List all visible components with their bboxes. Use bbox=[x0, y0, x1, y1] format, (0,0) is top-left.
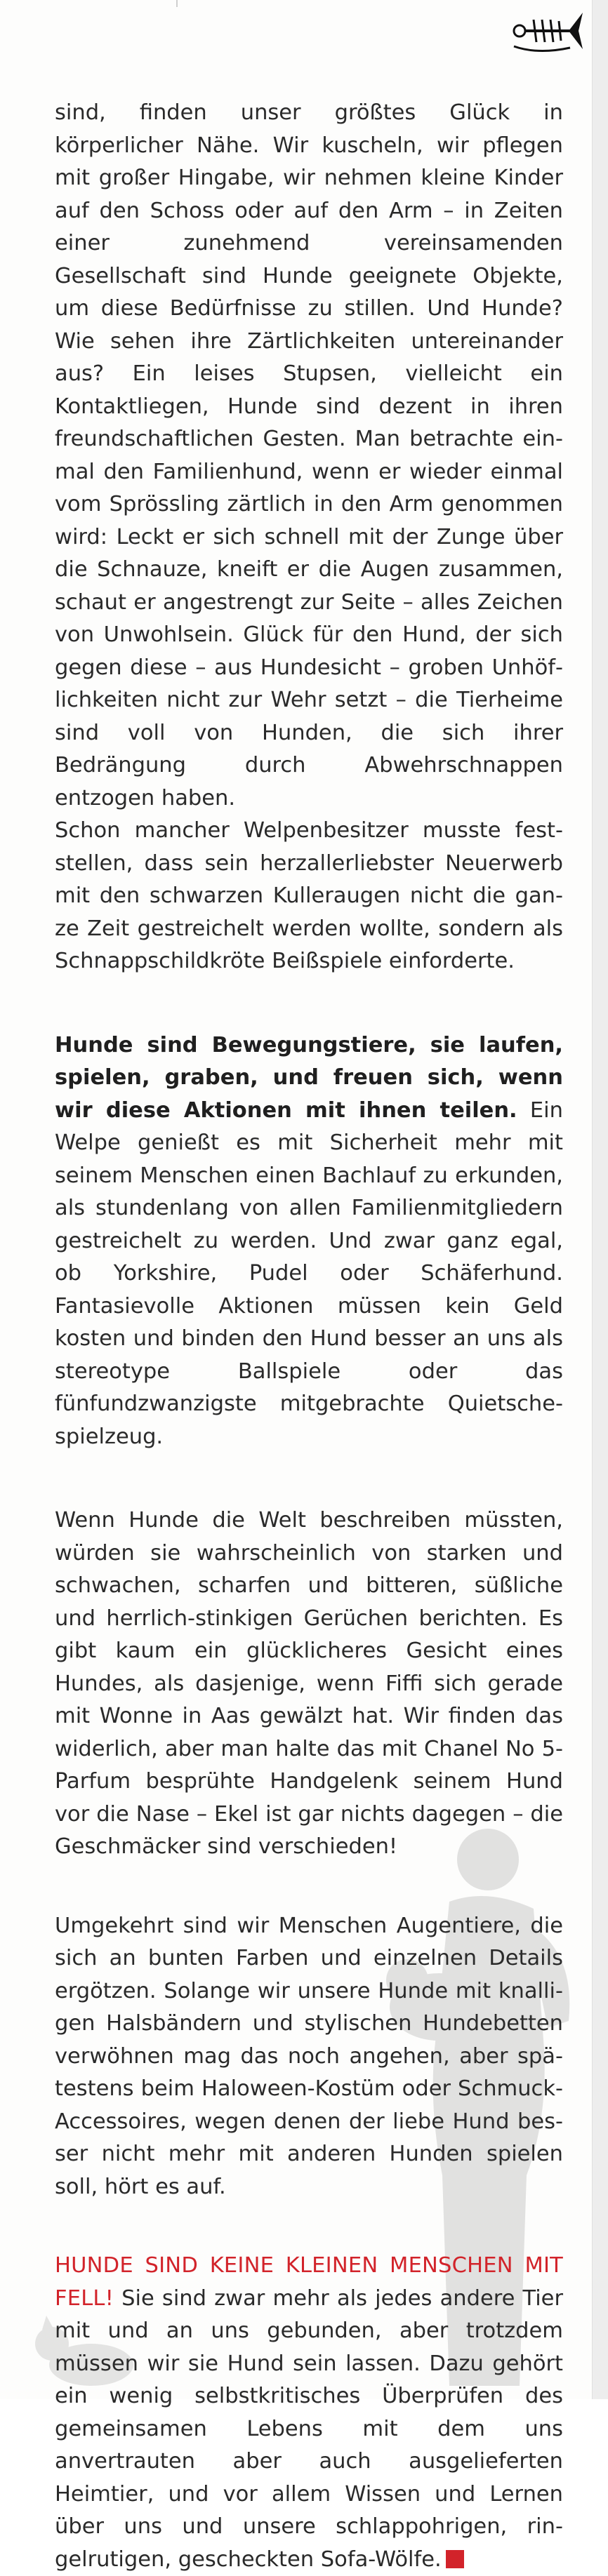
paragraph-2-bold-lead: Hunde sind Bewegungstiere, sie laufen, spielen, graben, und freuen sich, wenn wir diese Aktionen mit ihnen teilen. bbox=[55, 1032, 563, 1123]
paragraph-spacer bbox=[55, 978, 563, 1029]
paragraph-2 bbox=[55, 1029, 563, 1454]
red-square-end-icon bbox=[446, 2550, 464, 2568]
paragraph-3-text: Wenn Hunde die Welt beschreiben müssten, würden sie wahrscheinlich von starken und schwachen, scharfen und bitteren, süßliche und herrlich-stinkigen Gerüchen berichten. Es gibt kaum ein glücklicheres Gesicht eines Hundes, als dasjenige, wenn Fiffi sich gerade mit Wonne in Aas gewälzt hat. Wir finden das widerlich, aber man halte das mit Chanel No 5-Parfum besprühte Handgelenk seinem Hund vor die Nase – Ekel ist gar nichts dagegen – die Geschmäcker sind verschieden! bbox=[55, 1508, 563, 1859]
article-body bbox=[55, 97, 563, 2576]
fish-skeleton-icon bbox=[510, 6, 586, 56]
crop-mark bbox=[176, 0, 178, 7]
paragraph-1-text: sind, finden unser größtes Glück in körperlicher Nähe. Wir kuscheln, wir pflegen mit großer Hingabe, wir nehmen kleine Kinder auf den Schoss oder auf den Arm – in Zeiten einer zunehmend vereinsamenden Gesellschaft sind Hunde geeignete Objekte, um diese Bedürfnisse zu stillen. Und Hunde? Wie sehen ihre Zärtlichkeiten untereinander aus? Ein leises Stupsen, vielleicht ein Kontaktliegen, Hunde sind dezent in ihren freundschaftlichen Gesten. Man betrachte einmal den Familienhund, wenn er wieder einmal vom Sprössling zärtlich in den Arm genommen wird: Leckt er sich schnell mit der Zunge über die Schnauze, kneift er die Augen zusammen, schaut er angestrengt zur Seite – alles Zeichen von Unwohlsein. Glück für den Hund, der sich gegen diese – aus Hundesicht – groben Unhöflichkeiten nicht zur Wehr setzt – die Tierheime sind voll von Hunden, die sich ihrer Bedrängung durch Abwehrschnappen entzogen haben. bbox=[55, 100, 563, 810]
paragraph-spacer bbox=[55, 2203, 563, 2250]
paragraph-spacer bbox=[55, 1864, 563, 1910]
paragraph-3 bbox=[55, 1504, 563, 1864]
paragraph-1-continuation: Schon mancher Welpenbesitzer musste feststellen, dass sein herzallerliebster Neuerwerb mit den schwarzen Kulleraugen nicht die ganze Zeit gestreichelt werden wollte, sondern als Schnappschildkröte Beißspiele einforderte. bbox=[55, 818, 563, 973]
paragraph-1 bbox=[55, 97, 563, 978]
paragraph-5 bbox=[55, 2250, 563, 2576]
paragraph-4-text: Umgekehrt sind wir Menschen Augentiere, die sich an bunten Farben und einzelnen Details ergötzen. Solange wir unsere Hunde mit knalligen Halsbändern und stylischen Hundebetten verwöhnen mag das noch angehen, aber spätestens beim Haloween-Kostüm oder Schmuck-Accessoires, wegen denen der liebe Hund besser nicht mehr mit anderen Hunden spielen soll, hört es auf. bbox=[55, 1913, 563, 2199]
paragraph-5-text: Sie sind zwar mehr als jedes andere Tier mit und an uns gebunden, aber trotzdem müssen wir sie Hund sein lassen. Dazu gehört ein wenig selbstkritisches Überprüfen des gemeinsamen Lebens mit dem uns anvertrauten aber auch ausgelieferten Heimtier, und vor allem Wissen und Lernen über uns und unsere schlappohrigen, ringelrutigen, gescheckten Sofa-Wölfe. bbox=[55, 2285, 563, 2572]
paragraph-4 bbox=[55, 1910, 563, 2204]
paragraph-2-text: Ein Welpe genießt es mit Sicherheit mehr mit seinem Menschen einen Bachlauf zu erkunden, als stundenlang von allen Familienmitgliedern gestreichelt zu werden. Und zwar ganz egal, ob Yorkshire, Pudel oder Schäferhund. Fantasievolle Aktionen müssen kein Geld kosten und binden den Hund besser an uns als stereotype Ballspiele oder das fünfundzwanzigste mitgebrachte Quietschespielzeug. bbox=[55, 1097, 563, 1449]
paragraph-spacer bbox=[55, 1453, 563, 1504]
paragraph-5-red-lead: HUNDE SIND KEINE KLEINEN MENSCHEN MIT FELL! bbox=[55, 2253, 563, 2311]
